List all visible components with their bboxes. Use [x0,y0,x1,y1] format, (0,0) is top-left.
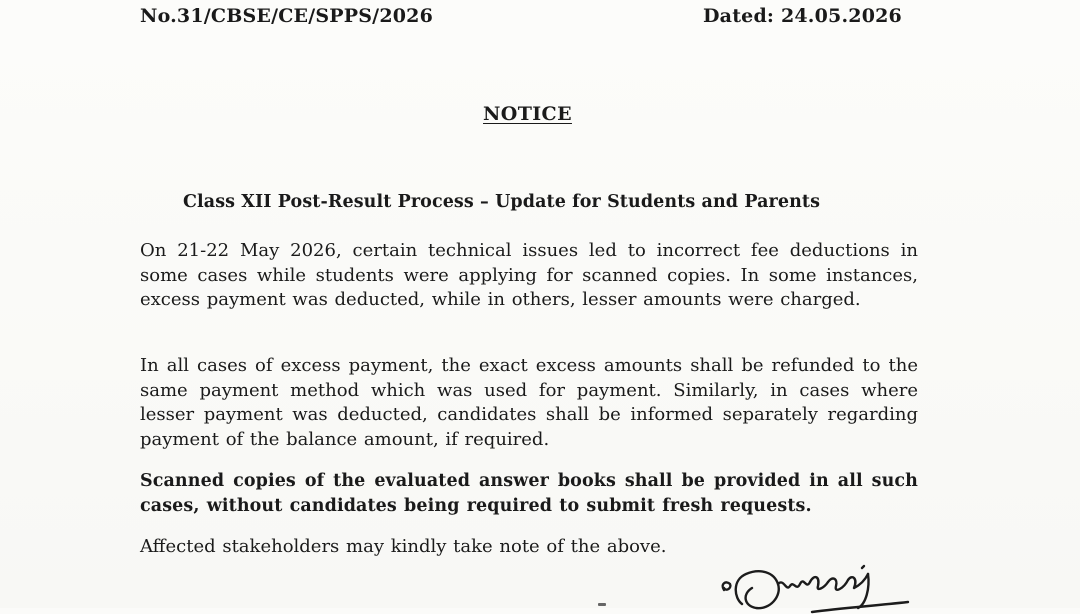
scan-artifact [598,603,606,606]
notice-subject: Class XII Post-Result Process – Update for Students and Parents [183,192,821,212]
handwritten-signature-icon [712,558,912,614]
paragraph-refund: In all cases of excess payment, the exact excess amounts shall be refunded to the same payment method which was used for payment. Similarly, in cases where lesser payment was deducted, candidates shall be informed separately regarding payment of the balance amount, if required. [140,355,918,450]
paragraph-fee-issue: On 21-22 May 2026, certain technical issues led to incorrect fee deductions in some cases while students were applying for scanned copies. In some instances, excess payment was deducted, while in others, lesser amounts were charged. [140,240,918,310]
reference-number: No.31/CBSE/CE/SPPS/2026 [140,5,434,27]
paragraph-scanned-copies: Scanned copies of the evaluated answer books shall be provided in all such cases, without candidates being required to submit fresh requests. [140,471,918,516]
paragraph-closing: Affected stakeholders may kindly take note of the above. [140,536,667,557]
notice-date: Dated: 24.05.2026 [703,5,902,27]
notice-title: NOTICE [483,103,572,125]
